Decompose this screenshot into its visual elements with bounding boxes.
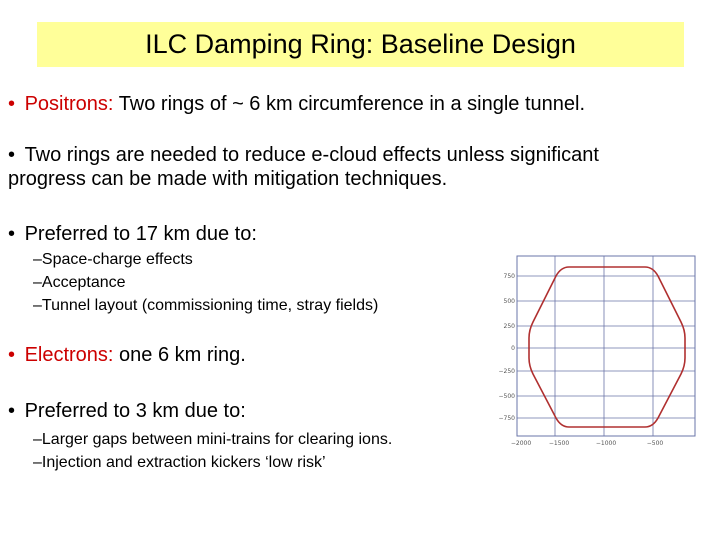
y-tick-label: −500 [498, 393, 515, 400]
bullet-text: Two rings of ~ 6 km circumference in a single tunnel. [113, 93, 586, 115]
bullet-marker: • [8, 223, 21, 245]
plot-frame [517, 256, 695, 436]
x-tick-label: −2000 [510, 440, 532, 447]
x-tick-label: −1500 [548, 440, 570, 447]
ring-layout-figure [497, 246, 703, 450]
bullet-text-line1: Two rings are needed to reduce e-cloud effects unless significant [24, 144, 599, 166]
y-tick-label: 0 [511, 345, 515, 352]
ring-layout-plot [497, 246, 703, 450]
positrons-label: Positrons: [24, 93, 114, 115]
bullet-17km [8, 222, 257, 246]
y-tick-label: −750 [498, 415, 515, 422]
bullet-marker: • [8, 400, 21, 422]
bullet-positrons [8, 92, 585, 116]
y-tick-label: 250 [503, 323, 515, 330]
bullet-marker: • [8, 344, 21, 366]
x-tick-label: −500 [646, 440, 664, 447]
bullet-text: one 6 km ring. [113, 344, 246, 366]
bullet-text-line2: progress can be made with mitigation techniques. [8, 168, 448, 190]
sub-item: –Space-charge effects [33, 251, 193, 268]
slide-title: ILC Damping Ring: Baseline Design [145, 29, 576, 59]
bullet-electrons [8, 343, 246, 367]
y-tick-label: 750 [503, 273, 515, 280]
bullet-3km [8, 399, 246, 423]
y-tick-label: −250 [498, 368, 515, 375]
sub-item: –Tunnel layout (commissioning time, stray fields) [33, 297, 379, 314]
bullet-text: Preferred to 17 km due to: [24, 223, 257, 245]
bullet-marker: • [8, 93, 21, 115]
sub-item: –Larger gaps between mini-trains for clearing ions. [33, 431, 393, 448]
y-tick-label: 500 [503, 298, 515, 305]
bullet-text: Preferred to 3 km due to: [24, 400, 246, 422]
title-banner [37, 22, 684, 67]
electrons-label: Electrons: [24, 344, 114, 366]
sub-item: –Injection and extraction kickers ‘low risk’ [33, 454, 326, 471]
x-tick-label: −1000 [595, 440, 617, 447]
bullet-ecloud [8, 143, 599, 191]
sub-item: –Acceptance [33, 274, 126, 291]
bullet-marker: • [8, 144, 21, 166]
